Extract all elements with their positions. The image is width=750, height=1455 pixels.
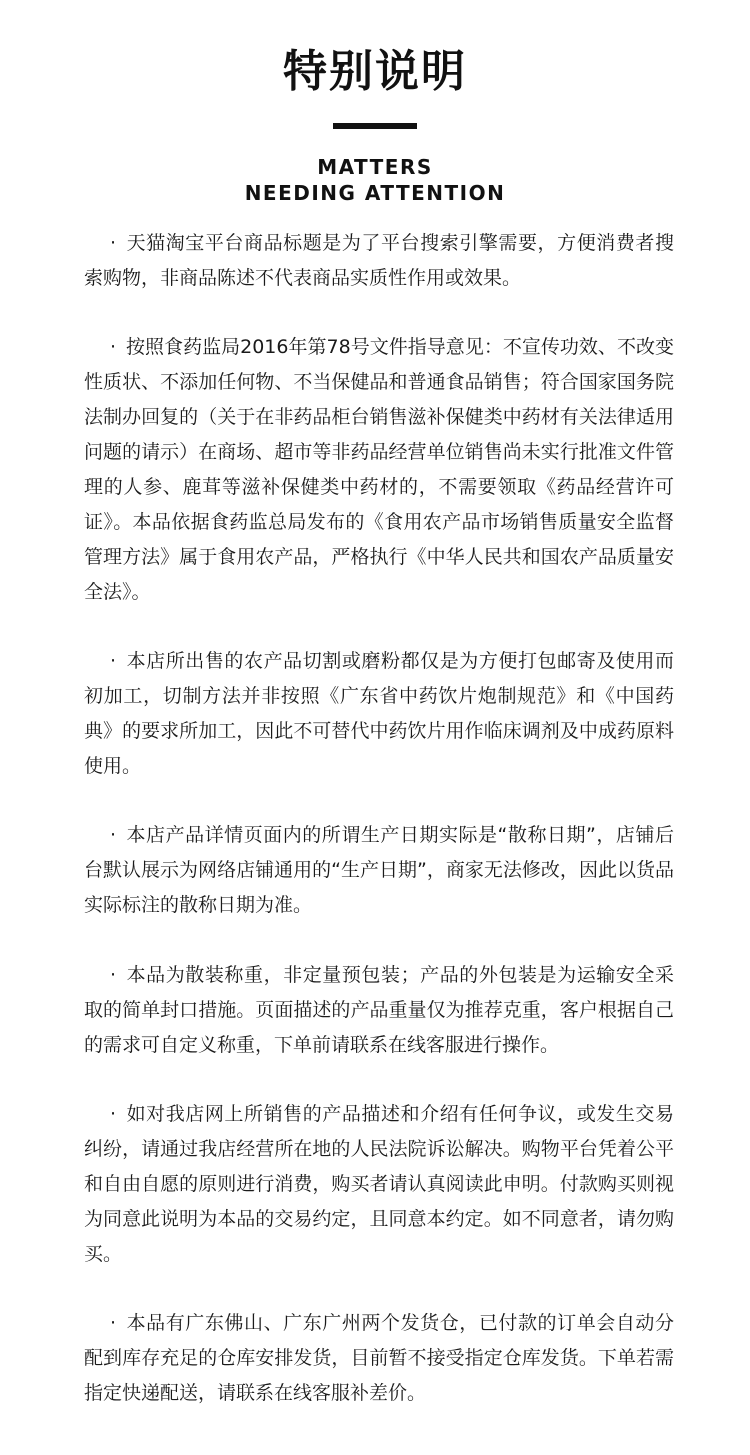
bullet-dot: · [110,650,117,672]
title-divider [333,123,417,129]
paragraph-text: 本品有广东佛山、广东广州两个发货仓，已付款的订单会自动分配到库存充足的仓库安排发货，目前暂不接受指定仓库发货。下单若需指定快递配送，请联系在线客服补差价。 [84,1312,674,1404]
paragraph-text: 本店所出售的农产品切割或磨粉都仅是为方便打包邮寄及使用而初加工，切制方法并非按照《广东省中药饮片炮制规范》和《中国药典》的要求所加工，因此不可替代中药饮片用作临床调剂及中成药原料使用。 [84,650,674,777]
paragraph-text: 按照食药监局2016年第78号文件指导意见：不宣传功效、不改变性质状、不添加任何物、不当保健品和普通食品销售；符合国家国务院法制办回复的（关于在非药品柜台销售滋补保健类中药材有关法律适用问题的请示）在商场、超市等非药品经营单位销售尚未实行批准文件管理的人参、鹿茸等滋补保健类中药材的，不需要领取《药品经营许可证》。本品依据食药监总局发布的《食用农产品市场销售质量安全监督管理方法》属于食用农产品，严格执行《中华人民共和国农产品质量安全法》。 [84,336,674,603]
paragraph-text: 如对我店网上所销售的产品描述和介绍有任何争议，或发生交易纠纷，请通过我店经营所在地的人民法院诉讼解决。购物平台凭着公平和自由自愿的原则进行消费，购买者请认真阅读此申明。付款购买则视为同意此说明为本品的交易约定，且同意本约定。如不同意者，请勿购买。 [84,1103,674,1265]
notice-paragraph-3 [84,644,674,784]
bullet-dot: · [110,1103,117,1125]
notice-paragraph-4 [84,818,674,923]
subtitle-line-1: MATTERS [317,155,433,179]
bullet-dot: · [110,232,117,254]
page-subtitle [0,154,750,206]
subtitle-line-2: NEEDING ATTENTION [244,181,506,205]
notice-paragraph-7 [84,1306,674,1411]
notice-paragraph-2 [84,330,674,610]
bullet-dot: · [110,1312,117,1334]
notice-paragraph-5 [84,958,674,1063]
bullet-dot: · [110,824,117,846]
notice-paragraph-1 [84,226,674,296]
paragraph-text: 本品为散装称重，非定量预包装；产品的外包装是为运输安全采取的简单封口措施。页面描述的产品重量仅为推荐克重，客户根据自己的需求可自定义称重，下单前请联系在线客服进行操作。 [84,964,674,1056]
page-title: 特别说明 [283,46,467,97]
notice-paragraph-6 [84,1097,674,1272]
paragraph-text: 天猫淘宝平台商品标题是为了平台搜索引擎需要，方便消费者搜索购物，非商品陈述不代表商品实质性作用或效果。 [84,232,674,289]
bullet-dot: · [110,336,117,358]
paragraph-text: 本店产品详情页面内的所谓生产日期实际是“散称日期”，店铺后台默认展示为网络店铺通用的“生产日期”，商家无法修改，因此以货品实际标注的散称日期为准。 [84,824,674,916]
bullet-dot: · [110,964,117,986]
